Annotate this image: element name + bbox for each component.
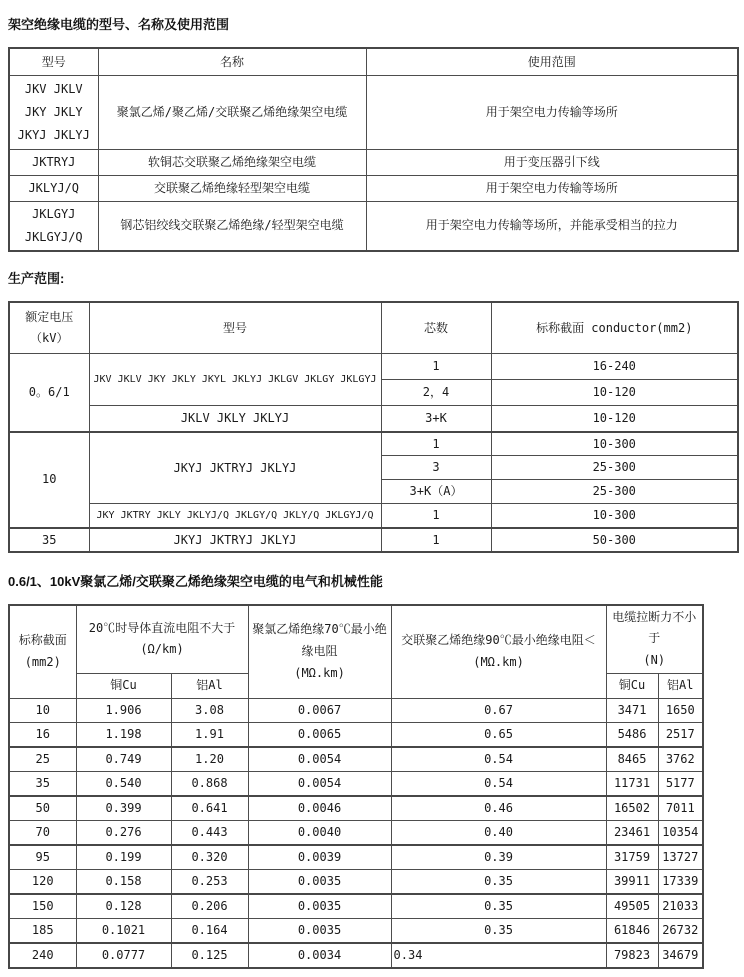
t3-value-cell: 185 xyxy=(9,918,76,943)
header-line: (MΩ.km) xyxy=(294,665,345,680)
t3-value-cell: 0.0777 xyxy=(76,943,171,968)
t3-value-cell: 0.54 xyxy=(391,747,606,772)
t2-section-cell: 16-240 xyxy=(491,354,738,380)
t3-value-cell: 13727 xyxy=(658,845,703,870)
table-row xyxy=(9,528,738,552)
t3-value-cell: 0.128 xyxy=(76,894,171,919)
t3-value-cell: 0.0035 xyxy=(248,894,391,919)
t3-value-cell: 1650 xyxy=(658,698,703,722)
t3-value-cell: 0.46 xyxy=(391,796,606,821)
header-line: 标称截面 xyxy=(18,633,67,648)
t2-voltage-cell: 0。6/1 xyxy=(9,354,89,432)
t3-value-cell: 0.0067 xyxy=(248,698,391,722)
t1-usage-cell: 用于架空电力传输等场所，并能承受相当的拉力 xyxy=(366,201,738,251)
t1-header-model: 型号 xyxy=(9,48,98,75)
t3-value-cell: 25 xyxy=(9,747,76,772)
t1-usage-cell: 用于架空电力传输等场所 xyxy=(366,75,738,149)
t3-value-cell: 0.164 xyxy=(171,918,248,943)
t3-value-cell: 34679 xyxy=(658,943,703,968)
header-line: 聚氯乙烯绝缘70℃最小绝缘电阻 xyxy=(252,622,387,658)
t2-model-cell: JKLV JKLY JKLYJ xyxy=(89,406,381,432)
table-row xyxy=(9,75,738,149)
t3-value-cell: 1.91 xyxy=(171,722,248,747)
t3-value-cell: 0.540 xyxy=(76,771,171,796)
t3-value-cell: 8465 xyxy=(606,747,658,772)
header-line: 20℃时导体直流电阻不大于 xyxy=(88,620,236,635)
t2-cores-cell: 1 xyxy=(381,504,491,528)
t3-value-cell: 0.67 xyxy=(391,698,606,722)
t3-value-cell: 0.206 xyxy=(171,894,248,919)
t2-cores-cell: 3+K（A） xyxy=(381,480,491,504)
t3-value-cell: 0.749 xyxy=(76,747,171,772)
t3-value-cell: 0.0039 xyxy=(248,845,391,870)
t2-cores-cell: 2，4 xyxy=(381,380,491,406)
table-row xyxy=(9,722,703,747)
t3-value-cell: 0.1021 xyxy=(76,918,171,943)
t2-model-cell: JKY JKTRY JKLY JKLYJ/Q JKLGY/Q JKLY/Q JKLGYJ/Q xyxy=(89,504,381,528)
t2-cores-cell: 1 xyxy=(381,432,491,456)
t3-value-cell: 0.399 xyxy=(76,796,171,821)
header-line: (MΩ.km) xyxy=(473,654,524,669)
t3-value-cell: 3471 xyxy=(606,698,658,722)
t3-value-cell: 16502 xyxy=(606,796,658,821)
t3-value-cell: 31759 xyxy=(606,845,658,870)
header-line: 额定电压 xyxy=(25,310,74,325)
t3-value-cell: 0.35 xyxy=(391,918,606,943)
t1-usage-cell: 用于变压器引下线 xyxy=(366,149,738,175)
t2-header-cores: 芯数 xyxy=(381,302,491,354)
t2-section-cell: 10-120 xyxy=(491,406,738,432)
t3-value-cell: 26732 xyxy=(658,918,703,943)
t1-usage-cell: 用于架空电力传输等场所 xyxy=(366,175,738,201)
t3-value-cell: 0.0034 xyxy=(248,943,391,968)
t3-value-cell: 0.0040 xyxy=(248,820,391,845)
table-row xyxy=(9,820,703,845)
t1-name-cell: 软铜芯交联聚乙烯绝缘架空电缆 xyxy=(98,149,366,175)
t3-value-cell: 0.0054 xyxy=(248,771,391,796)
table-row xyxy=(9,149,738,175)
t1-name-cell: 交联聚乙烯绝缘轻型架空电缆 xyxy=(98,175,366,201)
t3-value-cell: 0.35 xyxy=(391,869,606,894)
t3-value-cell: 21033 xyxy=(658,894,703,919)
t3-value-cell: 39911 xyxy=(606,869,658,894)
t2-section-cell: 10-300 xyxy=(491,504,738,528)
t3-value-cell: 0.39 xyxy=(391,845,606,870)
t3-value-cell: 10354 xyxy=(658,820,703,845)
t2-header-model: 型号 xyxy=(89,302,381,354)
table-row xyxy=(9,796,703,821)
t3-value-cell: 150 xyxy=(9,894,76,919)
model-line: JKY JKLY xyxy=(24,104,83,119)
header-line: 电缆拉断力不小于 xyxy=(612,609,697,646)
table-row xyxy=(9,943,703,968)
t3-header-row xyxy=(9,605,703,673)
t3-value-cell: 0.0035 xyxy=(248,918,391,943)
t2-section-cell: 50-300 xyxy=(491,528,738,552)
table-row xyxy=(9,504,738,528)
section2-title: 生产范围: xyxy=(8,270,65,286)
t2-model-cell: JKYJ JKTRYJ JKLYJ xyxy=(89,432,381,504)
t3-value-cell: 240 xyxy=(9,943,76,968)
t3-value-cell: 70 xyxy=(9,820,76,845)
t3-subheader-al: 铝Al xyxy=(658,673,703,698)
model-line: JKLGYJ/Q xyxy=(24,229,83,244)
model-name-usage-table xyxy=(8,47,739,252)
header-line: (N) xyxy=(643,653,666,668)
t3-value-cell: 1.906 xyxy=(76,698,171,722)
t3-value-cell: 95 xyxy=(9,845,76,870)
performance-table xyxy=(8,604,704,969)
model-line: JKLGYJ xyxy=(32,206,76,221)
t3-header-xlpe-resistance xyxy=(391,605,606,698)
t2-header-row xyxy=(9,302,738,354)
t3-value-cell: 5486 xyxy=(606,722,658,747)
t3-subheader-al: 铝Al xyxy=(171,673,248,698)
t3-value-cell: 10 xyxy=(9,698,76,722)
t3-value-cell: 23461 xyxy=(606,820,658,845)
table-row xyxy=(9,354,738,380)
t3-value-cell: 0.0035 xyxy=(248,869,391,894)
t3-value-cell: 79823 xyxy=(606,943,658,968)
t3-subheader-cu: 铜Cu xyxy=(76,673,171,698)
table-row xyxy=(9,406,738,432)
t1-header-name: 名称 xyxy=(98,48,366,75)
t3-value-cell: 1.20 xyxy=(171,747,248,772)
t3-value-cell: 0.34 xyxy=(391,943,606,968)
t2-section-cell: 25-300 xyxy=(491,456,738,480)
t2-cores-cell: 1 xyxy=(381,528,491,552)
t1-name-cell: 聚氯乙烯/聚乙烯/交联聚乙烯绝缘架空电缆 xyxy=(98,75,366,149)
t3-header-dc-resistance xyxy=(76,605,248,673)
t3-subheader-cu: 铜Cu xyxy=(606,673,658,698)
t1-model-cell xyxy=(9,75,98,149)
t3-header-section xyxy=(9,605,76,698)
t1-header-usage: 使用范围 xyxy=(366,48,738,75)
t3-header-breaking-force xyxy=(606,605,703,673)
t3-value-cell: 17339 xyxy=(658,869,703,894)
section1-title: 架空绝缘电缆的型号、名称及使用范围 xyxy=(8,17,230,32)
t3-value-cell: 0.35 xyxy=(391,894,606,919)
t2-cores-cell: 1 xyxy=(381,354,491,380)
t3-value-cell: 0.443 xyxy=(171,820,248,845)
t2-section-cell: 10-120 xyxy=(491,380,738,406)
t3-value-cell: 0.276 xyxy=(76,820,171,845)
t3-value-cell: 0.65 xyxy=(391,722,606,747)
model-line: JKYJ JKLYJ xyxy=(17,127,90,142)
t3-value-cell: 3762 xyxy=(658,747,703,772)
table-row xyxy=(9,432,738,456)
t2-cores-cell: 3 xyxy=(381,456,491,480)
t3-value-cell: 11731 xyxy=(606,771,658,796)
t1-header-row xyxy=(9,48,738,75)
t3-header-pvc-resistance xyxy=(248,605,391,698)
t3-value-cell: 0.158 xyxy=(76,869,171,894)
t1-name-cell: 钢芯铝绞线交联聚乙烯绝缘/轻型架空电缆 xyxy=(98,201,366,251)
t2-model-cell: JKV JKLV JKY JKLY JKYL JKLYJ JKLGV JKLGY JKLGYJ xyxy=(89,354,381,406)
t3-value-cell: 2517 xyxy=(658,722,703,747)
table-row xyxy=(9,201,738,251)
t3-value-cell: 0.0065 xyxy=(248,722,391,747)
t3-value-cell: 61846 xyxy=(606,918,658,943)
t3-value-cell: 120 xyxy=(9,869,76,894)
t3-value-cell: 0.0054 xyxy=(248,747,391,772)
t3-value-cell: 7011 xyxy=(658,796,703,821)
t3-value-cell: 0.320 xyxy=(171,845,248,870)
t3-value-cell: 1.198 xyxy=(76,722,171,747)
table-row xyxy=(9,894,703,919)
header-line: (Ω/km) xyxy=(140,642,184,657)
t1-model-cell: JKTRYJ xyxy=(9,149,98,175)
t2-voltage-cell: 10 xyxy=(9,432,89,528)
t3-value-cell: 49505 xyxy=(606,894,658,919)
t3-body xyxy=(9,698,703,968)
t1-model-cell: JKLYJ/Q xyxy=(9,175,98,201)
production-range-table xyxy=(8,301,739,553)
header-line: (mm2) xyxy=(24,654,61,669)
t3-value-cell: 50 xyxy=(9,796,76,821)
table-row xyxy=(9,869,703,894)
t2-header-section: 标称截面 conductor(mm2) xyxy=(491,302,738,354)
header-line: （kV） xyxy=(30,330,69,345)
t3-value-cell: 0.125 xyxy=(171,943,248,968)
table-row xyxy=(9,698,703,722)
table-row xyxy=(9,918,703,943)
model-line: JKV JKLV xyxy=(24,81,83,96)
table-row xyxy=(9,845,703,870)
t2-cores-cell: 3+K xyxy=(381,406,491,432)
t1-model-cell xyxy=(9,201,98,251)
t3-value-cell: 0.253 xyxy=(171,869,248,894)
table-row xyxy=(9,175,738,201)
t2-voltage-cell: 35 xyxy=(9,528,89,552)
t3-value-cell: 35 xyxy=(9,771,76,796)
t3-value-cell: 0.868 xyxy=(171,771,248,796)
t2-header-voltage xyxy=(9,302,89,354)
t3-value-cell: 0.54 xyxy=(391,771,606,796)
t3-value-cell: 3.08 xyxy=(171,698,248,722)
header-line: 交联聚乙烯绝缘90℃最小绝缘电阻＜ xyxy=(401,633,596,648)
t2-model-cell: JKYJ JKTRYJ JKLYJ xyxy=(89,528,381,552)
t3-value-cell: 5177 xyxy=(658,771,703,796)
t3-value-cell: 0.0046 xyxy=(248,796,391,821)
section3-title: 0.6/1、10kV聚氯乙烯/交联聚乙烯绝缘架空电缆的电气和机械性能 xyxy=(8,573,383,589)
table-row xyxy=(9,771,703,796)
t3-value-cell: 16 xyxy=(9,722,76,747)
t3-value-cell: 0.641 xyxy=(171,796,248,821)
t3-value-cell: 0.199 xyxy=(76,845,171,870)
t3-value-cell: 0.40 xyxy=(391,820,606,845)
table-row xyxy=(9,747,703,772)
t2-section-cell: 10-300 xyxy=(491,432,738,456)
t2-section-cell: 25-300 xyxy=(491,480,738,504)
